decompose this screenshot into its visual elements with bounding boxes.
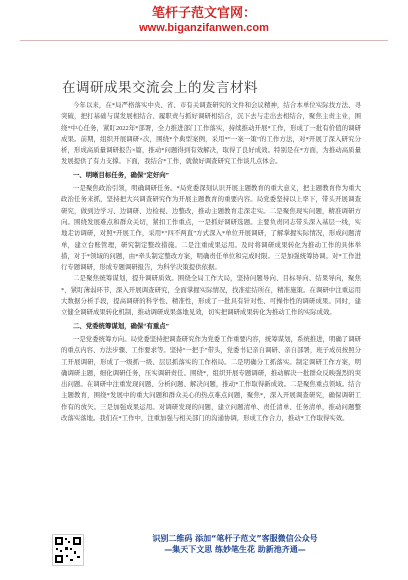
section-1-paragraph-2: 二是聚焦统筹谋划，提升调研质效。围绕全局工作大局，坚持问题导向、目标导向、结果导向，聚焦*，紧盯薄弱环节，深入开展调查研究，全面掌握实际情况，找准症结所在，精准施策。在调研中注重运用大数据分析手段，提高调研的科学性、精准性，形成了一批具有针对性、可操作性的调研成果。同时，建立健全调研成果转化机制，推动调研成果落地见效，切实把调研成果转化为推动工作的实际成效。	[61, 275, 361, 317]
section-heading-2: 二、党委统筹谋划，确保“有重点”	[73, 322, 169, 330]
qr-code-icon[interactable]	[52, 534, 84, 566]
banner	[0, 0, 408, 44]
section-2-paragraph-1: 一是党委统筹方向。局党委坚持把调查研究作为党委工作重要内容，统筹谋划，系统推进，明确了调研的重点内容、方法步骤、工作要求等。坚持“一把手”带头，党委书记亲自调研、亲自部署，班子成员按照分工开展调研，形成了一级抓一级、层层抓落实的工作格局。二是明确分工抓落实。制定调研工作方案，明确调研主题，细化调研任务，压实调研责任。围绕*，组织开展专题调研，推动解决一批群众反映强烈的突出问题。在调研中注重发现问题、分析问题、解决问题，推动*工作取得新成效。二是聚焦重点领域。结合主题教育，围绕*发展中的重大问题和群众关心的热点难点问题，聚焦*，深入开展调查研究，确保调研工作有的放矢。三是加强成果运用。对调研发现的问题，建立问题清单、责任清单、任务清单，推动问题整改落实落地。我们在*工作中，注重加强与相关部门的沟通协调，形成工作合力，推动*工作取得实效。	[61, 335, 361, 423]
banner-title: 笔杆子范文官网：	[151, 6, 256, 21]
banner-divider	[20, 40, 388, 41]
document-title: 在调研成果交流会上的发言材料	[62, 80, 258, 96]
document-body	[61, 100, 361, 424]
footer-line-2: —集天下文思 练妙笔生花 助新池齐通—	[164, 545, 306, 554]
section-heading-1: 一、明晰目标任务，确保“定好向”	[73, 171, 169, 179]
footer	[95, 533, 375, 555]
banner-url[interactable]: www.biganzifanwen.com	[139, 22, 269, 34]
intro-paragraph: 今年以来，在*局严格落实中央、省、市有关调查研究的文件和会议精神，结合本单位实际找方法、寻突破，把打基础与谋发展相结合、履职责与抓好调研相结合，沉下去与走出去相结合，聚焦主责主业，围绕*中心任务，紧盯2022年*部署，全力推进部门工作落实，持续推动开展*工作，形成了一批有价值的调研成果。前期，组织开展调研×次，围绕*个典型案例，采用*“一案一策”的工作方法，对*开展了深入研究分析，形成高质量调研报告×篇，推动*问题得到有效解决，取得了良好成效。特别是在*方面，为推动高质量发展提供了有力支撑。下面，我结合*工作，就做好调查研究工作谈几点体会。	[61, 102, 361, 166]
section-1-paragraph-1: 一是聚焦政治引领，明确调研任务。*局党委深刻认识开展主题教育的重大意义，把主题教育作为重大政治任务来抓，坚持把大兴调查研究作为开展主题教育的重要内容。局党委坚持以上率下，带头开展调查研究，做到边学习、边调研、边检视、边整改，推动主题教育走深走实。二是聚焦现实问题，精准调研方向。围绕发展难点和群众关切，紧扣工作重点，一是抓好调研选题。主要负责同志带头深入基层一线，实地走访调研，对照*开展工作，采用*“四不两直”方式深入*单位开展调研，了解掌握实际情况，形成问题清单，建立台账管理，研究制定整改措施。二是注重成果运用。及时将调研成果转化为推动工作的具体举措，对于*领域的问题，由*牵头制定整改方案，明确责任单位和完成时限。三是加强统筹协调。对*工作进行专题调研，形成专题调研报告，为科学决策提供依据。	[61, 185, 361, 272]
footer-line-1: 识别二维码 添加“笔杆子范文”客服微信公众号	[152, 534, 318, 543]
